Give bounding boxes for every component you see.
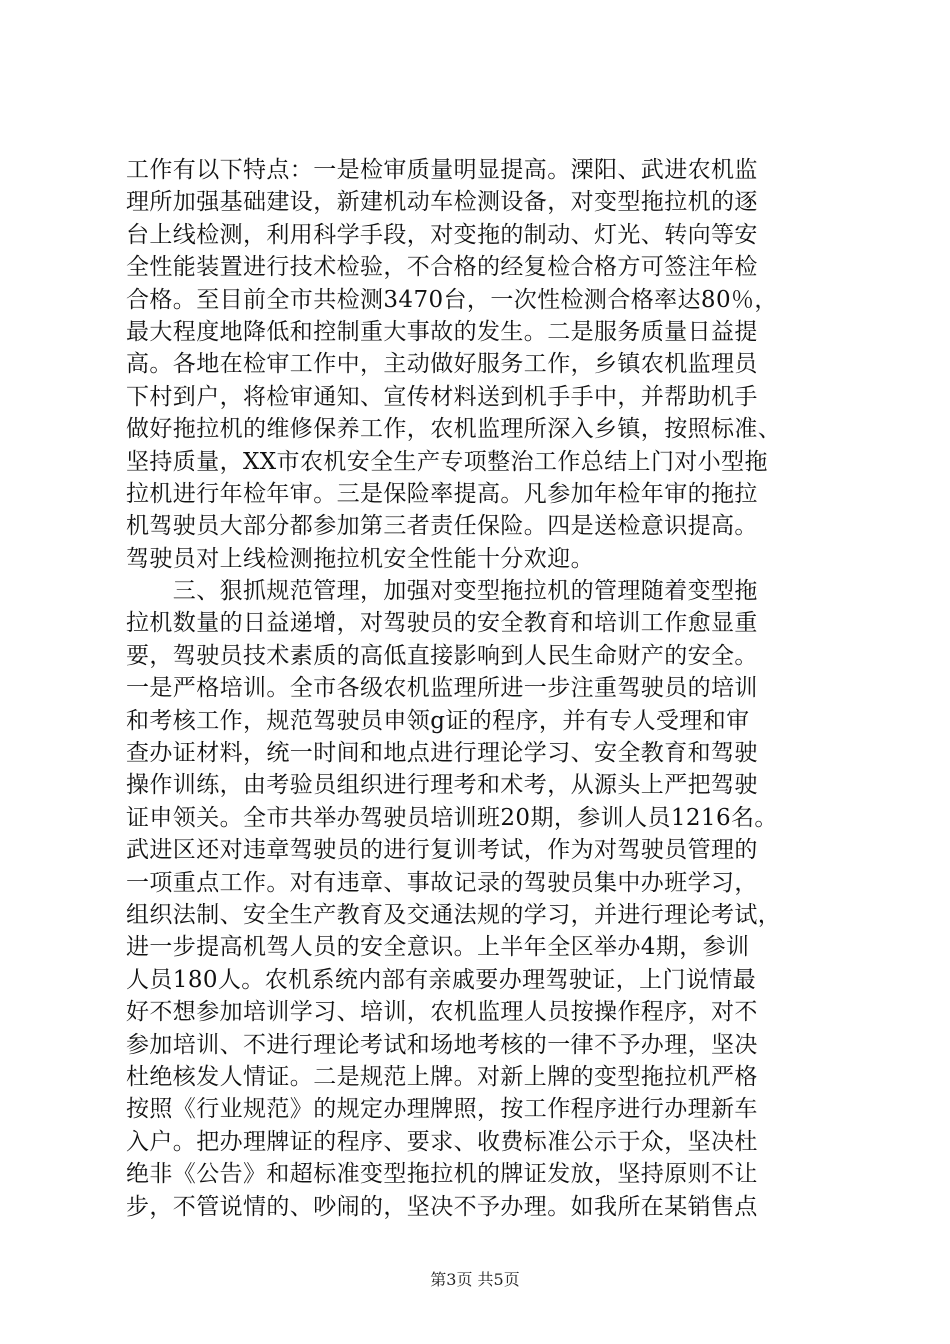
text-line: 最大程度地降低和控制重大事故的发生。二是服务质量日益提: [126, 318, 758, 345]
text-line: 台上线检测，利用科学手段，对变拖的制动、灯光、转向等安: [126, 221, 758, 248]
text-line: 参加培训、不进行理论考试和场地考核的一律不予办理，坚决: [126, 1031, 758, 1058]
text-line: 三、狠抓规范管理，加强对变型拖拉机的管理随着变型拖: [126, 578, 758, 605]
text-line: 人员180人。农机系统内部有亲戚要办理驾驶证，上门说情最: [126, 966, 757, 993]
text-line: 拉机数量的日益递增，对驾驶员的安全教育和培训工作愈显重: [126, 610, 758, 637]
text-line: 操作训练，由考验员组织进行理考和术考，从源头上严把驾驶: [126, 772, 758, 799]
text-line: 合格。至目前全市共检测3470台，一次性检测合格率达80％，: [126, 286, 778, 313]
text-line: 工作有以下特点：一是检审质量明显提高。溧阳、武进农机监: [126, 157, 758, 183]
text-line: 杜绝核发人情证。二是规范上牌。对新上牌的变型拖拉机严格: [126, 1063, 758, 1090]
body-text: [126, 154, 836, 1223]
text-line: 全性能装置进行技术检验，不合格的经复检合格方可签注年检: [126, 254, 758, 281]
text-line: 高。各地在检审工作中，主动做好服务工作，乡镇农机监理员: [126, 351, 758, 378]
text-line: 绝非《公告》和超标准变型拖拉机的牌证发放，坚持原则不让: [126, 1161, 758, 1188]
text-line: 按照《行业规范》的规定办理牌照，按工作程序进行办理新车: [126, 1096, 758, 1123]
text-line: 做好拖拉机的维修保养工作，农机监理所深入乡镇，按照标准、: [126, 416, 782, 443]
text-line: 驾驶员对上线检测拖拉机安全性能十分欢迎。: [126, 545, 594, 572]
text-line: 坚持质量，XX市农机安全生产专项整治工作总结上门对小型拖: [126, 448, 768, 475]
text-line: 进一步提高机驾人员的安全意识。上半年全区举办4期，参训: [126, 934, 750, 961]
text-line: 好不想参加培训学习、培训，农机监理人员按操作程序，对不: [126, 999, 758, 1026]
text-line: 查办证材料，统一时间和地点进行理论学习、安全教育和驾驶: [126, 740, 758, 767]
text-line: 理所加强基础建设，新建机动车检测设备，对变型拖拉机的逐: [126, 189, 758, 216]
text-line: 组织法制、安全生产教育及交通法规的学习，并进行理论考试，: [126, 901, 782, 928]
page-number-footer: 第3页 共5页: [430, 1270, 520, 1289]
text-line: 拉机进行年检年审。三是保险率提高。凡参加年检年审的拖拉: [126, 480, 758, 507]
text-line: 要，驾驶员技术素质的高低直接影响到人民生命财产的安全。: [126, 642, 758, 669]
text-line: 步，不管说情的、吵闹的，坚决不予办理。如我所在某销售点: [126, 1193, 758, 1220]
text-line: 下村到户，将检审通知、宣传材料送到机手手中，并帮助机手: [126, 383, 758, 410]
text-line: 证申领关。全市共举办驾驶员培训班20期，参训人员1216名。: [126, 804, 778, 831]
text-line: 一是严格培训。全市各级农机监理所进一步注重驾驶员的培训: [126, 675, 758, 702]
text-line: 机驾驶员大部分都参加第三者责任保险。四是送检意识提高。: [126, 513, 758, 540]
text-line: 武进区还对违章驾驶员的进行复训考试，作为对驾驶员管理的: [126, 837, 758, 864]
text-line: 入户。把办理牌证的程序、要求、收费标准公示于众，坚决杜: [126, 1128, 758, 1155]
text-line: 和考核工作，规范驾驶员申领g证的程序，并有专人受理和审: [126, 707, 750, 734]
text-line: 一项重点工作。对有违章、事故记录的驾驶员集中办班学习，: [126, 869, 758, 896]
